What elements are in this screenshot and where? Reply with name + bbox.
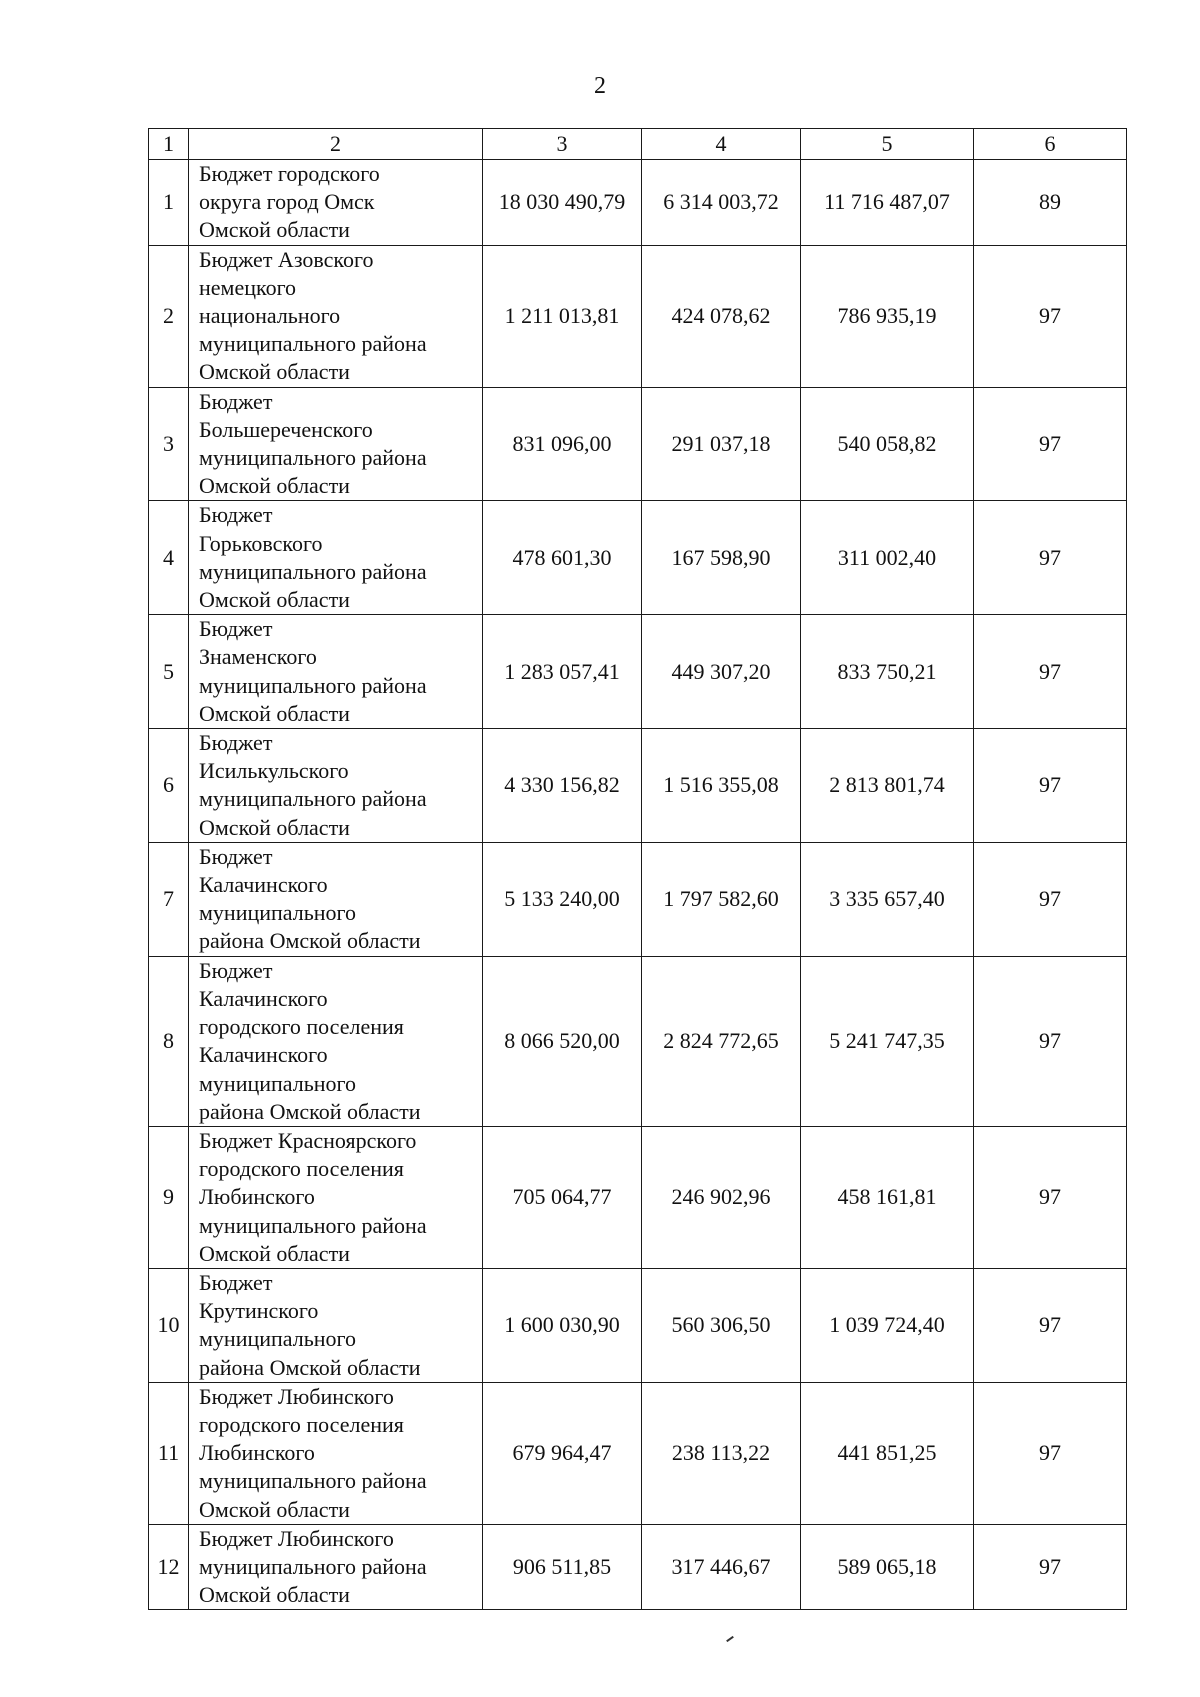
value-col6-cell: 97: [974, 1382, 1127, 1524]
budget-name-cell: [189, 729, 483, 843]
budget-name-cell: [189, 1268, 483, 1382]
budget-name-line: муниципального района: [199, 1553, 427, 1579]
table-row: [149, 1126, 1127, 1268]
scan-mark: [726, 1636, 734, 1642]
budget-name-line: муниципального района: [199, 672, 427, 698]
budget-name-line: Исилькульского: [199, 758, 349, 784]
table-row: [149, 160, 1127, 246]
header-cell: 4: [642, 129, 801, 160]
value-col6-cell: 89: [974, 160, 1127, 246]
value-col3-cell: 4 330 156,82: [483, 729, 642, 843]
budget-name-line: Горьковского: [199, 530, 323, 556]
budget-name-line: Омской области: [199, 587, 350, 613]
value-col6-cell: 97: [974, 501, 1127, 615]
value-col5-cell: 311 002,40: [801, 501, 974, 615]
budget-name-line: Любинского: [199, 1440, 315, 1466]
value-col5-cell: 11 716 487,07: [801, 160, 974, 246]
budget-name-line: Бюджет Любинского: [199, 1383, 394, 1409]
value-col4-cell: 246 902,96: [642, 1126, 801, 1268]
budget-name-cell: [189, 1382, 483, 1524]
budget-name-line: муниципального района: [199, 331, 427, 357]
value-col4-cell: 560 306,50: [642, 1268, 801, 1382]
table-row: [149, 387, 1127, 501]
value-col3-cell: 5 133 240,00: [483, 842, 642, 956]
budget-name-cell: [189, 501, 483, 615]
row-number-cell: 6: [149, 729, 189, 843]
budget-name-line: Омской области: [199, 814, 350, 840]
table-row: [149, 956, 1127, 1126]
value-col3-cell: 18 030 490,79: [483, 160, 642, 246]
budget-name-line: Крутинского: [199, 1298, 319, 1324]
budget-name-line: Омской области: [199, 1582, 350, 1608]
table-header-row: [149, 129, 1127, 160]
budget-name-line: Бюджет: [199, 730, 273, 756]
budget-name-line: муниципального района: [199, 445, 427, 471]
value-col3-cell: 1 211 013,81: [483, 245, 642, 387]
budget-name-line: муниципального: [199, 900, 357, 926]
row-number-cell: 3: [149, 387, 189, 501]
value-col3-cell: 679 964,47: [483, 1382, 642, 1524]
value-col3-cell: 1 283 057,41: [483, 615, 642, 729]
budget-name-line: Большереченского: [199, 416, 373, 442]
value-col4-cell: 424 078,62: [642, 245, 801, 387]
budget-name-line: Бюджет: [199, 843, 273, 869]
value-col4-cell: 1 797 582,60: [642, 842, 801, 956]
value-col3-cell: 1 600 030,90: [483, 1268, 642, 1382]
budget-name-line: Омской области: [199, 217, 350, 243]
budget-name-line: Бюджет: [199, 502, 273, 528]
budget-name-line: Бюджет Любинского: [199, 1525, 394, 1551]
value-col6-cell: 97: [974, 1126, 1127, 1268]
table-row: [149, 1524, 1127, 1610]
row-number-cell: 2: [149, 245, 189, 387]
value-col5-cell: 786 935,19: [801, 245, 974, 387]
value-col3-cell: 831 096,00: [483, 387, 642, 501]
value-col5-cell: 3 335 657,40: [801, 842, 974, 956]
budget-name-line: городского поселения: [199, 1411, 404, 1437]
value-col5-cell: 540 058,82: [801, 387, 974, 501]
budget-name-line: района Омской области: [199, 1354, 421, 1380]
budget-name-line: муниципального: [199, 1070, 357, 1096]
budget-name-line: Омской области: [199, 359, 350, 385]
header-cell: 5: [801, 129, 974, 160]
budget-name-line: Бюджет: [199, 616, 273, 642]
budget-name-line: Омской области: [199, 473, 350, 499]
value-col5-cell: 441 851,25: [801, 1382, 974, 1524]
value-col6-cell: 97: [974, 956, 1127, 1126]
value-col5-cell: 458 161,81: [801, 1126, 974, 1268]
value-col5-cell: 2 813 801,74: [801, 729, 974, 843]
budget-name-line: муниципального района: [199, 1468, 427, 1494]
row-number-cell: 10: [149, 1268, 189, 1382]
budget-name-line: немецкого: [199, 274, 297, 300]
budget-name-line: муниципального района: [199, 1212, 427, 1238]
value-col3-cell: 906 511,85: [483, 1524, 642, 1610]
budget-name-line: Бюджет Красноярского: [199, 1127, 417, 1153]
value-col6-cell: 97: [974, 842, 1127, 956]
value-col6-cell: 97: [974, 729, 1127, 843]
budget-name-line: муниципального: [199, 1326, 357, 1352]
page-number: 2: [594, 73, 606, 99]
budget-name-line: Знаменского: [199, 644, 317, 670]
table-row: [149, 1382, 1127, 1524]
budget-name-line: округа город Омск: [199, 189, 375, 215]
budget-name-cell: [189, 615, 483, 729]
value-col6-cell: 97: [974, 1524, 1127, 1610]
budget-name-line: Калачинского: [199, 985, 328, 1011]
budget-name-line: Бюджет городского: [199, 161, 380, 186]
budget-name-line: Калачинского: [199, 872, 328, 898]
table-row: [149, 1268, 1127, 1382]
table-row: [149, 245, 1127, 387]
value-col4-cell: 6 314 003,72: [642, 160, 801, 246]
value-col6-cell: 97: [974, 245, 1127, 387]
value-col4-cell: 167 598,90: [642, 501, 801, 615]
table-row: [149, 729, 1127, 843]
row-number-cell: 11: [149, 1382, 189, 1524]
budget-name-line: Бюджет: [199, 1269, 273, 1295]
budget-name-line: Калачинского: [199, 1042, 328, 1068]
row-number-cell: 5: [149, 615, 189, 729]
row-number-cell: 7: [149, 842, 189, 956]
value-col6-cell: 97: [974, 1268, 1127, 1382]
row-number-cell: 8: [149, 956, 189, 1126]
budget-name-line: муниципального района: [199, 558, 427, 584]
header-cell: 3: [483, 129, 642, 160]
value-col5-cell: 1 039 724,40: [801, 1268, 974, 1382]
row-number-cell: 12: [149, 1524, 189, 1610]
budget-name-cell: [189, 387, 483, 501]
value-col5-cell: 833 750,21: [801, 615, 974, 729]
row-number-cell: 4: [149, 501, 189, 615]
value-col5-cell: 589 065,18: [801, 1524, 974, 1610]
row-number-cell: 1: [149, 160, 189, 246]
budget-name-line: района Омской области: [199, 928, 421, 954]
budget-name-line: Омской области: [199, 700, 350, 726]
table-row: [149, 615, 1127, 729]
value-col4-cell: 1 516 355,08: [642, 729, 801, 843]
value-col4-cell: 291 037,18: [642, 387, 801, 501]
value-col4-cell: 2 824 772,65: [642, 956, 801, 1126]
table-row: [149, 501, 1127, 615]
budget-table: [148, 128, 1127, 1610]
header-cell: 2: [189, 129, 483, 160]
value-col3-cell: 8 066 520,00: [483, 956, 642, 1126]
value-col4-cell: 238 113,22: [642, 1382, 801, 1524]
value-col3-cell: 478 601,30: [483, 501, 642, 615]
budget-name-line: муниципального района: [199, 786, 427, 812]
budget-name-cell: [189, 842, 483, 956]
value-col3-cell: 705 064,77: [483, 1126, 642, 1268]
budget-name-cell: [189, 1524, 483, 1610]
row-number-cell: 9: [149, 1126, 189, 1268]
budget-name-cell: [189, 245, 483, 387]
header-cell: 1: [149, 129, 189, 160]
budget-name-line: района Омской области: [199, 1098, 421, 1124]
value-col4-cell: 449 307,20: [642, 615, 801, 729]
header-cell: 6: [974, 129, 1127, 160]
value-col6-cell: 97: [974, 615, 1127, 729]
value-col4-cell: 317 446,67: [642, 1524, 801, 1610]
budget-name-line: Бюджет: [199, 957, 273, 983]
budget-name-line: национального: [199, 303, 341, 329]
budget-name-cell: [189, 1126, 483, 1268]
budget-name-line: Омской области: [199, 1496, 350, 1522]
budget-name-line: Любинского: [199, 1184, 315, 1210]
budget-name-cell: [189, 956, 483, 1126]
budget-name-line: городского поселения: [199, 1156, 404, 1182]
budget-name-line: Бюджет Азовского: [199, 246, 374, 272]
table-row: [149, 842, 1127, 956]
budget-name-cell: [189, 160, 483, 246]
budget-name-line: Бюджет: [199, 388, 273, 414]
budget-name-line: Омской области: [199, 1240, 350, 1266]
value-col5-cell: 5 241 747,35: [801, 956, 974, 1126]
budget-name-line: городского поселения: [199, 1014, 404, 1040]
value-col6-cell: 97: [974, 387, 1127, 501]
